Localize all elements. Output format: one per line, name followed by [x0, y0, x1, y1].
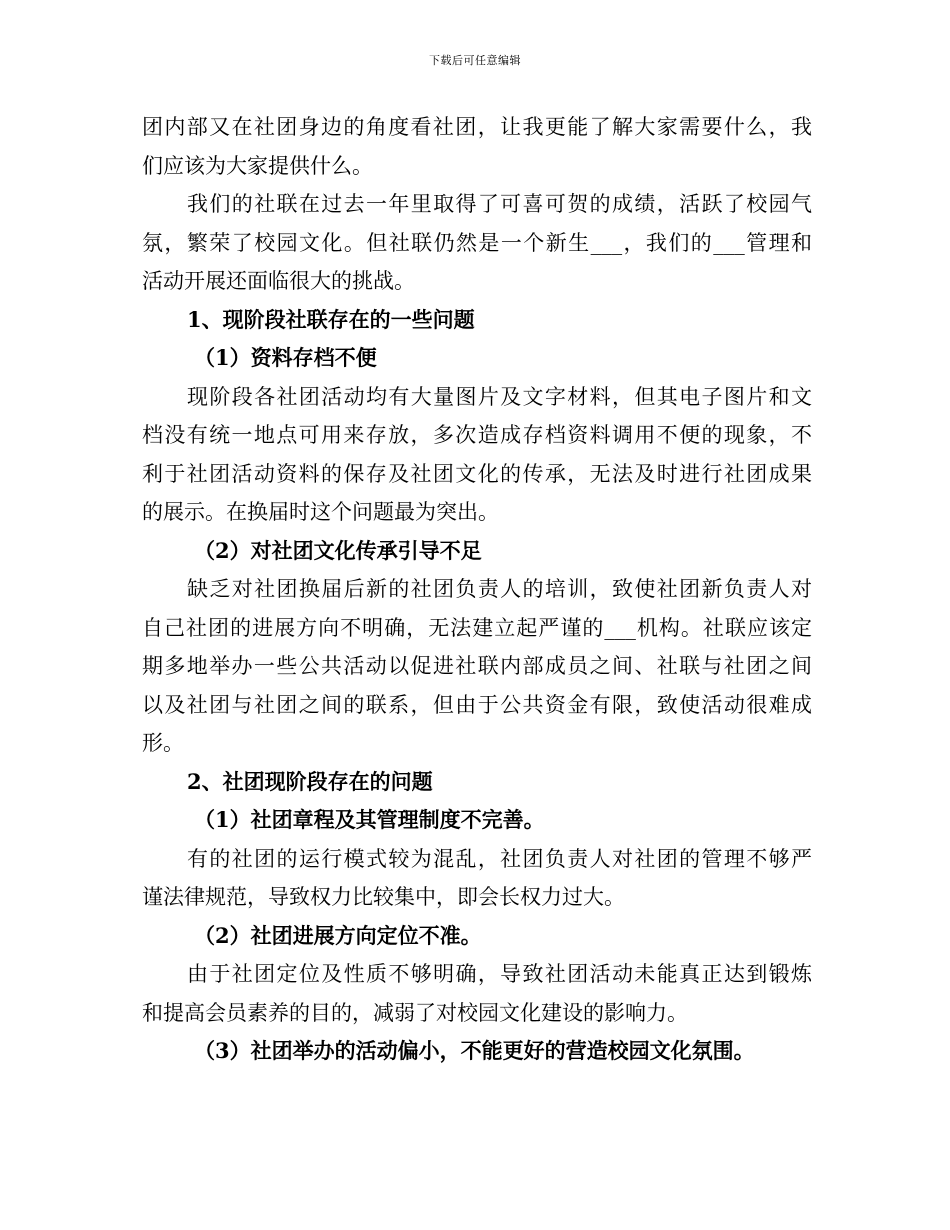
- body-line: 们应该为大家提供什么。: [142, 153, 373, 178]
- body-line: 和提高会员素养的目的，减弱了对校园文化建设的影响力。: [142, 1000, 688, 1025]
- body-line: 活动开展还面临很大的挑战。: [142, 269, 415, 293]
- paragraph-line: 现阶段各社团活动均有大量图片及文字材料，但其电子图片和文: [187, 384, 812, 409]
- paragraph-line: 由于社团定位及性质不够明确，导致社团活动未能真正达到锻炼: [187, 962, 812, 986]
- body-line: 档没有统一地点可用来存放，多次造成存档资料调用不便的现象，不: [142, 423, 812, 447]
- subsection-heading: （2）对社团文化传承引导不足: [194, 537, 482, 563]
- page-header: 下载后可任意编辑: [429, 54, 521, 67]
- body-line: 氛，繁荣了校园文化。但社联仍然是一个新生___，我们的___管理和: [142, 230, 812, 255]
- body-line: 期多地举办一些公共活动以促进社联内部成员之间、社联与社团之间: [142, 654, 812, 678]
- document-body: [142, 108, 812, 1071]
- body-line: 的展示。在换届时这个问题最为突出。: [142, 500, 499, 524]
- subsection-heading: （3）社团举办的活动偏小，不能更好的营造校园文化氛围。: [194, 1038, 755, 1063]
- section-heading: 2、社团现阶段存在的问题: [187, 768, 433, 794]
- paragraph-line: 有的社团的运行模式较为混乱，社团负责人对社团的管理不够严: [187, 846, 812, 871]
- body-line: 团内部又在社团身边的角度看社团，让我更能了解大家需要什么，我: [142, 115, 812, 139]
- body-line: 以及社团与社团之间的联系，但由于公共资金有限，致使活动很难成: [142, 692, 812, 717]
- body-line: 自己社团的进展方向不明确，无法建立起严谨的___机构。社联应该定: [142, 615, 812, 640]
- subsection-heading: （1）社团章程及其管理制度不完善。: [194, 807, 545, 832]
- paragraph-line: 我们的社联在过去一年里取得了可喜可贺的成绩，活跃了校园气: [187, 192, 812, 216]
- subsection-heading: （2）社团进展方向定位不准。: [194, 922, 482, 948]
- body-line: 利于社团活动资料的保存及社团文化的传承，无法及时进行社团成果: [142, 461, 812, 486]
- body-line: 形。: [142, 731, 184, 755]
- paragraph-line: 缺乏对社团换届后新的社团负责人的培训，致使社团新负责人对: [187, 577, 812, 601]
- subsection-heading: （1）资料存档不便: [194, 345, 377, 370]
- body-line: 谨法律规范，导致权力比较集中，即会长权力过大。: [142, 885, 625, 909]
- section-heading: 1、现阶段社联存在的一些问题: [187, 306, 475, 332]
